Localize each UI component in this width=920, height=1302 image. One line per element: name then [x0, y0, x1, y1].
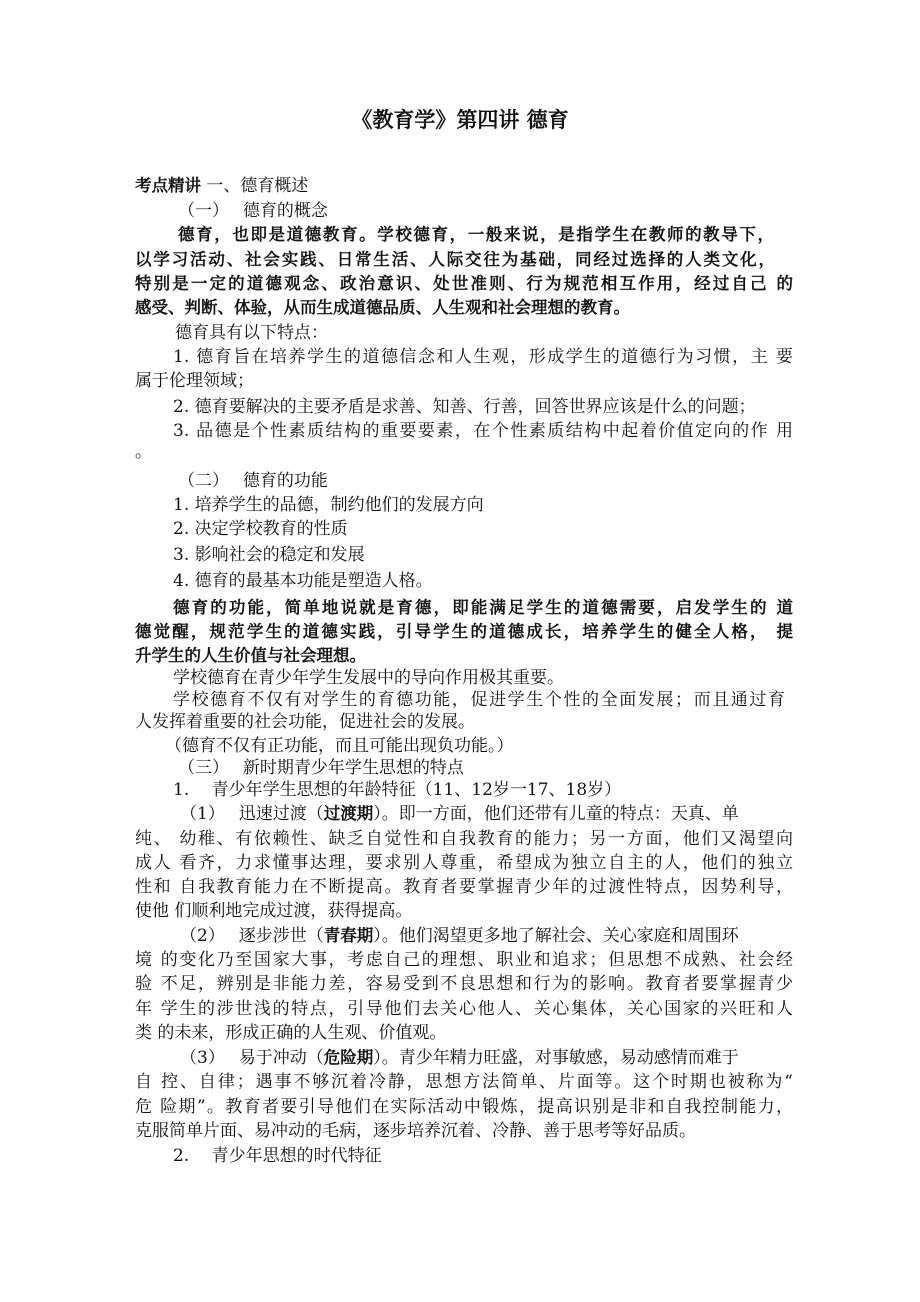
- feature-line-3: 2. 德育要解决的主要矛盾是求善、知善、行善，回答世界应该是什么的问题；: [173, 397, 756, 417]
- function-item-2: 2. 决定学校教育的性质: [173, 519, 348, 539]
- def-line-3: 特别是一定的道德观念、政治意识、处世准则、行为规范相互作用，经过自己 的: [135, 274, 793, 293]
- era-heading: 2. 青少年思想的时代特征: [173, 1146, 382, 1166]
- p2-first-line: [180, 925, 739, 947]
- feature-line-1: 1. 德育旨在培养学生的道德信念和人生观，形成学生的道德行为习惯，主 要: [173, 347, 793, 367]
- p2-line-5: 类 的未来，形成正确的人生观、价值观。: [135, 1023, 447, 1043]
- function-item-1: 1. 培养学生的品德，制约他们的发展方向: [173, 495, 484, 515]
- concept-heading: （一） 德育的概念: [178, 201, 328, 221]
- section-1-heading: [135, 175, 308, 197]
- def-line-1: 德育，也即是道德教育。学校德育，一般来说，是指学生在教师的教导下，: [178, 225, 774, 244]
- feature-line-4: 3. 品德是个性素质结构的重要要素，在个性素质结构中起着价值定向的作 用: [173, 421, 793, 441]
- p2-line-3: 验 不足，辨别是非能力差，容易受到不良思想和行为的影响。教育者要掌握青少: [135, 974, 793, 994]
- features-heading: （三） 新时期青少年学生思想的特点: [178, 758, 464, 778]
- function-summary-1: 德育的功能，简单地说就是育德，即能满足学生的道德需要，启发学生的 道: [173, 598, 793, 617]
- p2-prefix: （2） 逐步涉世（: [180, 926, 324, 946]
- note-1: 学校德育在青少年学生发展中的导向作用极其重要。: [173, 668, 564, 688]
- p3-line-2: 自 控、自律；遇事不够沉着冷静，思想方法简单、片面等。这个时期也被称为“: [135, 1072, 793, 1092]
- p1-line-2: 纯、 幼稚、有依赖性、缺乏自觉性和自我教育的能力；另一方面，他们又渴望向: [135, 829, 793, 849]
- p3-line-3: 危 险期”。教育者要引导他们在实际活动中锻炼，提高识别是非和自我控制能力，: [135, 1097, 793, 1117]
- def-line-2: 以学习活动、社会实践、日常生活、人际交往为基础，同经过选择的人类文化，: [135, 250, 775, 269]
- p1-bold-term: 过渡期: [323, 804, 374, 823]
- function-heading: （二） 德育的功能: [178, 471, 328, 491]
- p3-first-line: [180, 1047, 739, 1069]
- p1-prefix: （1） 迅速过渡（: [180, 804, 324, 824]
- p1-line-5: 使他 们顺利地完成过渡，获得提高。: [135, 901, 413, 921]
- def-line-4: 感受、判断、体验，从而生成道德品质、人生观和社会理想的教育。: [135, 298, 630, 317]
- function-item-4: 4. 德育的最基本功能是塑造人格。: [173, 571, 433, 591]
- p2-line-2: 境 的变化乃至国家大事，考虑自己的理想、职业和追求；但思想不成熟、社会经: [135, 950, 793, 970]
- function-summary-3: 升学生的人生价值与社会理想。: [135, 646, 366, 665]
- p3-prefix: （3） 易于冲动（: [180, 1048, 324, 1068]
- p1-rest: ）。即一方面，他们还带有儿童的特点：天真、单: [373, 804, 739, 824]
- note-2: 学校德育不仅有对学生的育德功能，促进学生个性的全面发展；而且通过育: [173, 690, 785, 710]
- p2-rest: ）。他们渴望更多地了解社会、关心家庭和周围环: [373, 926, 739, 946]
- feature-intro: 德育具有以下特点：: [175, 323, 328, 343]
- p2-line-4: 年 学生的涉世浅的特点，引导他们去关心他人、关心集体，关心国家的兴旺和人: [135, 999, 793, 1019]
- function-summary-2: 德觉醒，规范学生的道德实践，引导学生的道德成长，培养学生的健全人格， 提: [135, 622, 793, 641]
- feature-line-5: 。: [135, 442, 152, 462]
- feature-line-2: 属于伦理领域；: [135, 371, 254, 391]
- p3-bold-term: 危险期: [323, 1048, 374, 1067]
- section-heading: 一、德育概述: [206, 176, 309, 196]
- p1-line-3: 成人 看齐，力求懂事达理，要求别人尊重，希望成为独立自主的人，他们的独立: [135, 853, 793, 873]
- p3-line-4: 克服简单片面、易冲动的毛病，逐步培养沉着、冷静、善于思考等好品质。: [135, 1121, 696, 1141]
- age-heading: 1. 青少年学生思想的年龄特征（11、12岁一17、18岁）: [173, 780, 622, 800]
- note-4: （德育不仅有正功能，而且可能出现负功能。）: [165, 736, 514, 756]
- function-item-3: 3. 影响社会的稳定和发展: [173, 545, 365, 565]
- p2-bold-term: 青春期: [323, 926, 374, 945]
- note-3: 人发挥着重要的社会功能，促进社会的发展。: [135, 712, 475, 732]
- p1-first-line: [180, 803, 739, 825]
- page-title: 《教育学》第四讲 德育: [351, 108, 569, 132]
- p3-rest: ）。青少年精力旺盛，对事敏感，易动感情而难于: [373, 1048, 739, 1068]
- p1-line-4: 性和 自我教育能力在不断提高。教育者要掌握青少年的过渡性特点，因势利导，: [135, 877, 793, 897]
- section-label: 考点精讲: [135, 176, 201, 195]
